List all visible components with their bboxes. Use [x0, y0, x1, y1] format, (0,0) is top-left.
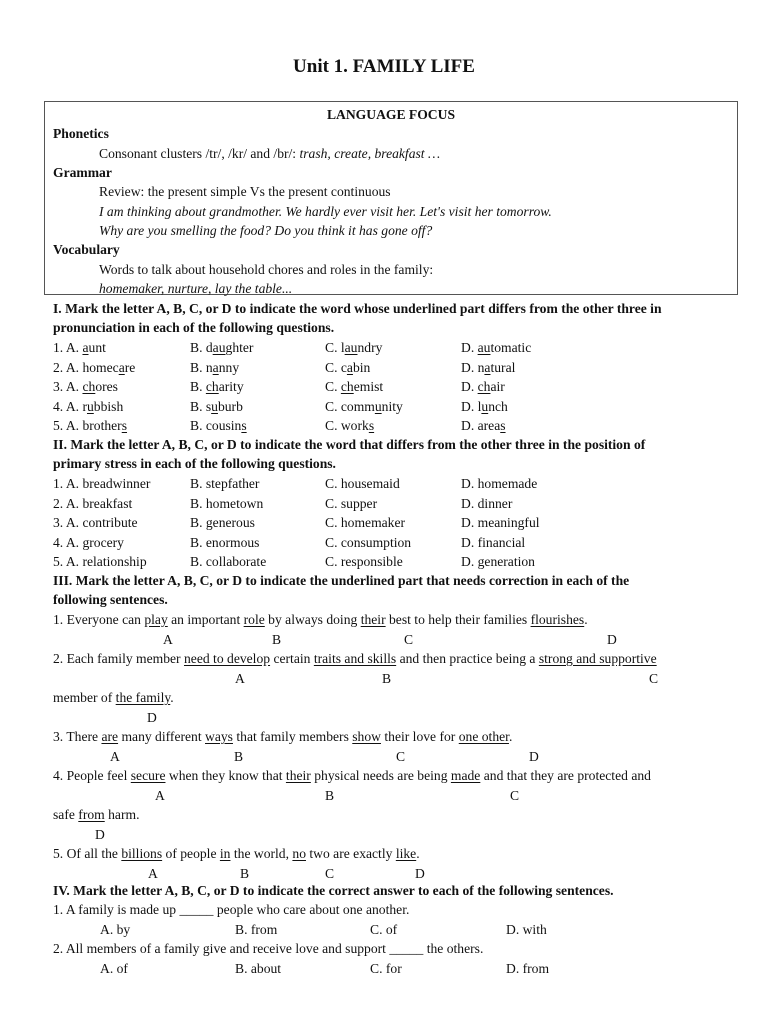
underlined-part: show: [352, 729, 381, 744]
sentence-text: 4. People feel: [53, 768, 131, 783]
sentence-text: member of: [53, 690, 116, 705]
answer-option: [53, 416, 127, 435]
underlined-part: play: [144, 612, 168, 627]
underlined-part: one other: [458, 729, 509, 744]
answer-option: [190, 377, 244, 396]
answer-option: [53, 397, 123, 416]
underlined-part: their: [360, 612, 386, 627]
answer-letter: C: [396, 749, 406, 764]
answer-option: [325, 338, 382, 357]
sentence-text: safe: [53, 807, 79, 822]
answer-letter: C: [325, 866, 335, 881]
answer-option: [325, 416, 374, 435]
option-text: bbish: [93, 398, 124, 414]
sentence-text: 5. Of all the: [53, 846, 122, 861]
option-text: B.: [190, 379, 206, 394]
section3-heading-line1: III. Mark the letter A, B, C, or D to indicate the underlined part that needs correction in each of the: [53, 573, 630, 588]
answer-option: B. about: [235, 960, 282, 976]
option-text: 4. A. r: [53, 398, 87, 414]
option-text: C. work: [325, 418, 369, 433]
option-text: B. s: [190, 398, 212, 414]
answer-option: [325, 397, 403, 416]
option-text: D.: [461, 379, 478, 394]
answer-option: 2. A. breakfast: [53, 495, 133, 511]
option-text: unt: [88, 340, 106, 355]
sentence-line: [53, 649, 657, 668]
sentence-text: two are exactly: [305, 846, 396, 861]
option-text: ghter: [225, 340, 254, 355]
answer-option: C. responsible: [325, 554, 403, 569]
phonetics-text: [99, 144, 440, 163]
sentence-text: harm.: [104, 807, 140, 822]
sentence-text: 3. There: [53, 729, 102, 744]
sentence-text: best to help their families: [385, 612, 531, 627]
answer-option: D. generation: [461, 554, 535, 569]
underlined-part: secure: [130, 768, 166, 783]
underlined-part: flourishes: [530, 612, 585, 627]
sentence-text: 2. Each family member: [53, 651, 184, 666]
underlined-part: a: [82, 340, 89, 355]
answer-option: D. meaningful: [461, 515, 540, 530]
sentence-text: .: [584, 612, 588, 627]
vocabulary-text: Words to talk about household chores and roles in the family:: [99, 262, 434, 277]
page-title: Unit 1. FAMILY LIFE: [293, 56, 475, 77]
option-text: C.: [325, 379, 341, 394]
underlined-part: ch: [82, 379, 96, 394]
grammar-text: Review: the present simple Vs the present continuous: [99, 184, 391, 199]
answer-option: 1. A. breadwinner: [53, 476, 151, 491]
underlined-part: s: [241, 418, 247, 433]
sentence-text: and then practice being a: [396, 651, 539, 666]
answer-option: [190, 338, 253, 357]
underlined-part: u: [211, 398, 218, 414]
underlined-part: s: [368, 418, 375, 433]
question-text: 1. A family is made up _____ people who care about one another.: [53, 902, 410, 917]
underlined-part: ch: [340, 379, 354, 394]
underlined-part: like: [395, 846, 417, 861]
option-text: burb: [217, 398, 243, 414]
underlined-part: au: [344, 340, 358, 355]
option-text: C. comm: [325, 398, 375, 414]
option-text: D. area: [461, 418, 501, 433]
sentence-text: of people: [162, 846, 220, 861]
sentence-text: physical needs are being: [310, 768, 451, 783]
answer-option: [325, 358, 370, 377]
vocabulary-heading: Vocabulary: [53, 242, 120, 257]
grammar-example-1: I am thinking about grandmother. We hardly ever visit her. Let's visit her tomorrow.: [99, 204, 552, 219]
answer-letter: C: [404, 632, 414, 647]
option-text: bin: [352, 359, 371, 375]
underlined-part: u: [374, 398, 382, 414]
answer-option: [53, 358, 135, 377]
section1-heading-line2: pronunciation in each of the following questions.: [53, 320, 335, 335]
underlined-part: a: [212, 359, 219, 375]
underlined-part: billions: [121, 846, 163, 861]
section1-heading-line1: I. Mark the letter A, B, C, or D to indicate the word whose underlined part differs from the other three in: [53, 301, 662, 316]
underlined-part: from: [78, 807, 105, 822]
answer-option: 5. A. relationship: [53, 554, 147, 569]
answer-option: [190, 397, 243, 416]
answer-letter: A: [110, 749, 120, 764]
underlined-part: are: [101, 729, 119, 744]
answer-option: C. supper: [325, 495, 378, 511]
sentence-line: [53, 610, 588, 629]
answer-option: [461, 338, 531, 357]
answer-option: [461, 397, 508, 416]
option-text: 2. A. homec: [53, 359, 119, 375]
sentence-text: and that they are protected and: [480, 768, 651, 783]
answer-option: B. hometown: [190, 495, 264, 511]
option-text: C. c: [325, 359, 347, 375]
answer-option: [325, 377, 383, 396]
answer-letter: D: [415, 866, 425, 881]
option-text: re: [124, 359, 136, 375]
option-text: B. cousin: [190, 418, 242, 433]
underlined-part: the family: [115, 690, 171, 705]
sentence-text: .: [508, 729, 513, 744]
underlined-part: au: [212, 340, 226, 355]
answer-letter: D: [529, 749, 539, 764]
underlined-part: a: [118, 359, 125, 375]
answer-option: [53, 338, 106, 357]
answer-option: B. enormous: [190, 534, 260, 550]
answer-option: [461, 358, 515, 377]
underlined-part: ch: [205, 379, 219, 394]
sentence-text: by always doing: [264, 612, 361, 627]
answer-letter: C: [649, 671, 659, 686]
option-text: nny: [218, 359, 240, 375]
sentence-text: certain: [270, 651, 314, 666]
underlined-part: a: [346, 359, 353, 375]
answer-letter: B: [240, 866, 250, 881]
underlined-part: s: [500, 418, 506, 433]
answer-option: D. with: [506, 921, 547, 937]
sentence-line: [53, 766, 651, 785]
sentence-text: an important: [167, 612, 244, 627]
answer-option: C. for: [370, 960, 402, 976]
option-text: arity: [218, 379, 244, 394]
answer-letter: A: [155, 788, 165, 803]
sentence-text: that family members: [232, 729, 353, 744]
underlined-part: in: [219, 846, 231, 861]
answer-option: A. of: [100, 960, 128, 976]
answer-option: B. generous: [190, 515, 255, 530]
option-text: tural: [490, 359, 516, 375]
option-text: ndry: [357, 340, 383, 355]
section2-heading-line2: primary stress in each of the following questions.: [53, 456, 336, 471]
underlined-part: role: [243, 612, 265, 627]
option-text: nch: [488, 398, 508, 414]
option-text: emist: [353, 379, 384, 394]
sentence-line: [53, 727, 512, 746]
answer-letter: B: [234, 749, 244, 764]
underlined-part: their: [285, 768, 311, 783]
answer-letter: B: [272, 632, 282, 647]
answer-option: D. financial: [461, 534, 526, 550]
question-text: 2. All members of a family give and receive love and support _____ the others.: [53, 941, 484, 956]
option-text: D. n: [461, 359, 485, 375]
answer-option: 3. A. contribute: [53, 515, 138, 530]
grammar-heading: Grammar: [53, 165, 112, 180]
underlined-part: u: [86, 398, 94, 414]
option-text: 3. A.: [53, 379, 83, 394]
phonetics-examples: trash, create, breakfast …: [299, 146, 441, 161]
answer-letter: D: [95, 827, 105, 842]
underlined-part: strong and supportive: [538, 651, 657, 666]
answer-letter: A: [163, 632, 173, 647]
answer-letter: D: [147, 710, 157, 725]
sentence-text: the world,: [230, 846, 293, 861]
answer-option: [190, 416, 247, 435]
answer-option: C. of: [370, 921, 398, 937]
option-text: B. d: [190, 340, 213, 355]
underlined-part: au: [477, 340, 491, 355]
underlined-part: s: [121, 418, 128, 433]
section3-heading-line2: following sentences.: [53, 592, 168, 607]
answer-option: [190, 358, 239, 377]
sentence-text: .: [416, 846, 420, 861]
answer-letter: B: [325, 788, 335, 803]
underlined-part: traits and skills: [313, 651, 397, 666]
phonetics-description: Consonant clusters /tr/, /kr/ and /br/:: [99, 146, 300, 161]
underlined-part: no: [292, 846, 306, 861]
answer-letter: C: [510, 788, 520, 803]
answer-option: B. stepfather: [190, 476, 260, 491]
sentence-text: 1. Everyone can: [53, 612, 145, 627]
section2-heading-line1: II. Mark the letter A, B, C, or D to indicate the word that differs from the other three in the position of: [53, 437, 646, 452]
answer-option: D. homemade: [461, 476, 538, 491]
answer-option: 4. A. grocery: [53, 534, 124, 550]
option-text: nity: [381, 398, 403, 414]
sentence-line: [53, 805, 139, 824]
answer-option: A. by: [100, 921, 131, 937]
grammar-example-2: Why are you smelling the food? Do you think it has gone off?: [99, 223, 433, 238]
phonetics-heading: Phonetics: [53, 126, 109, 141]
answer-option: [461, 377, 505, 396]
option-text: D.: [461, 340, 478, 355]
underlined-part: ch: [477, 379, 491, 394]
answer-letter: B: [382, 671, 392, 686]
answer-option: B. from: [235, 921, 278, 937]
sentence-text: .: [170, 690, 174, 705]
answer-letter: A: [148, 866, 158, 881]
underlined-part: need to develop: [183, 651, 271, 666]
language-focus-heading: LANGUAGE FOCUS: [326, 107, 456, 122]
option-text: tomatic: [490, 340, 532, 355]
answer-letter: A: [235, 671, 245, 686]
section4-heading: IV. Mark the letter A, B, C, or D to indicate the correct answer to each of the following sentences.: [53, 883, 614, 898]
language-focus-box: [44, 101, 738, 295]
answer-option: B. collaborate: [190, 554, 267, 569]
answer-option: [461, 416, 506, 435]
underlined-part: a: [484, 359, 491, 375]
answer-option: C. housemaid: [325, 476, 400, 491]
option-text: ores: [95, 379, 118, 394]
answer-option: C. homemaker: [325, 515, 406, 530]
sentence-line: [53, 844, 420, 863]
answer-option: [53, 377, 118, 396]
underlined-part: u: [481, 398, 489, 414]
vocabulary-examples: homemaker, nurture, lay the table...: [99, 281, 293, 296]
underlined-part: made: [450, 768, 481, 783]
option-text: 1. A.: [53, 340, 83, 355]
option-text: 5. A. brother: [53, 418, 122, 433]
answer-letter: D: [607, 632, 617, 647]
sentence-line: [53, 688, 174, 707]
option-text: air: [490, 379, 505, 394]
answer-option: D. dinner: [461, 495, 513, 511]
answer-option: D. from: [506, 960, 550, 976]
option-text: C. l: [325, 340, 345, 355]
underlined-part: ways: [205, 729, 233, 744]
answer-option: C. consumption: [325, 534, 412, 550]
sentence-text: their love for: [380, 729, 459, 744]
sentence-text: many different: [118, 729, 206, 744]
option-text: B. n: [190, 359, 213, 375]
sentence-text: when they know that: [165, 768, 286, 783]
option-text: D. l: [461, 398, 482, 414]
